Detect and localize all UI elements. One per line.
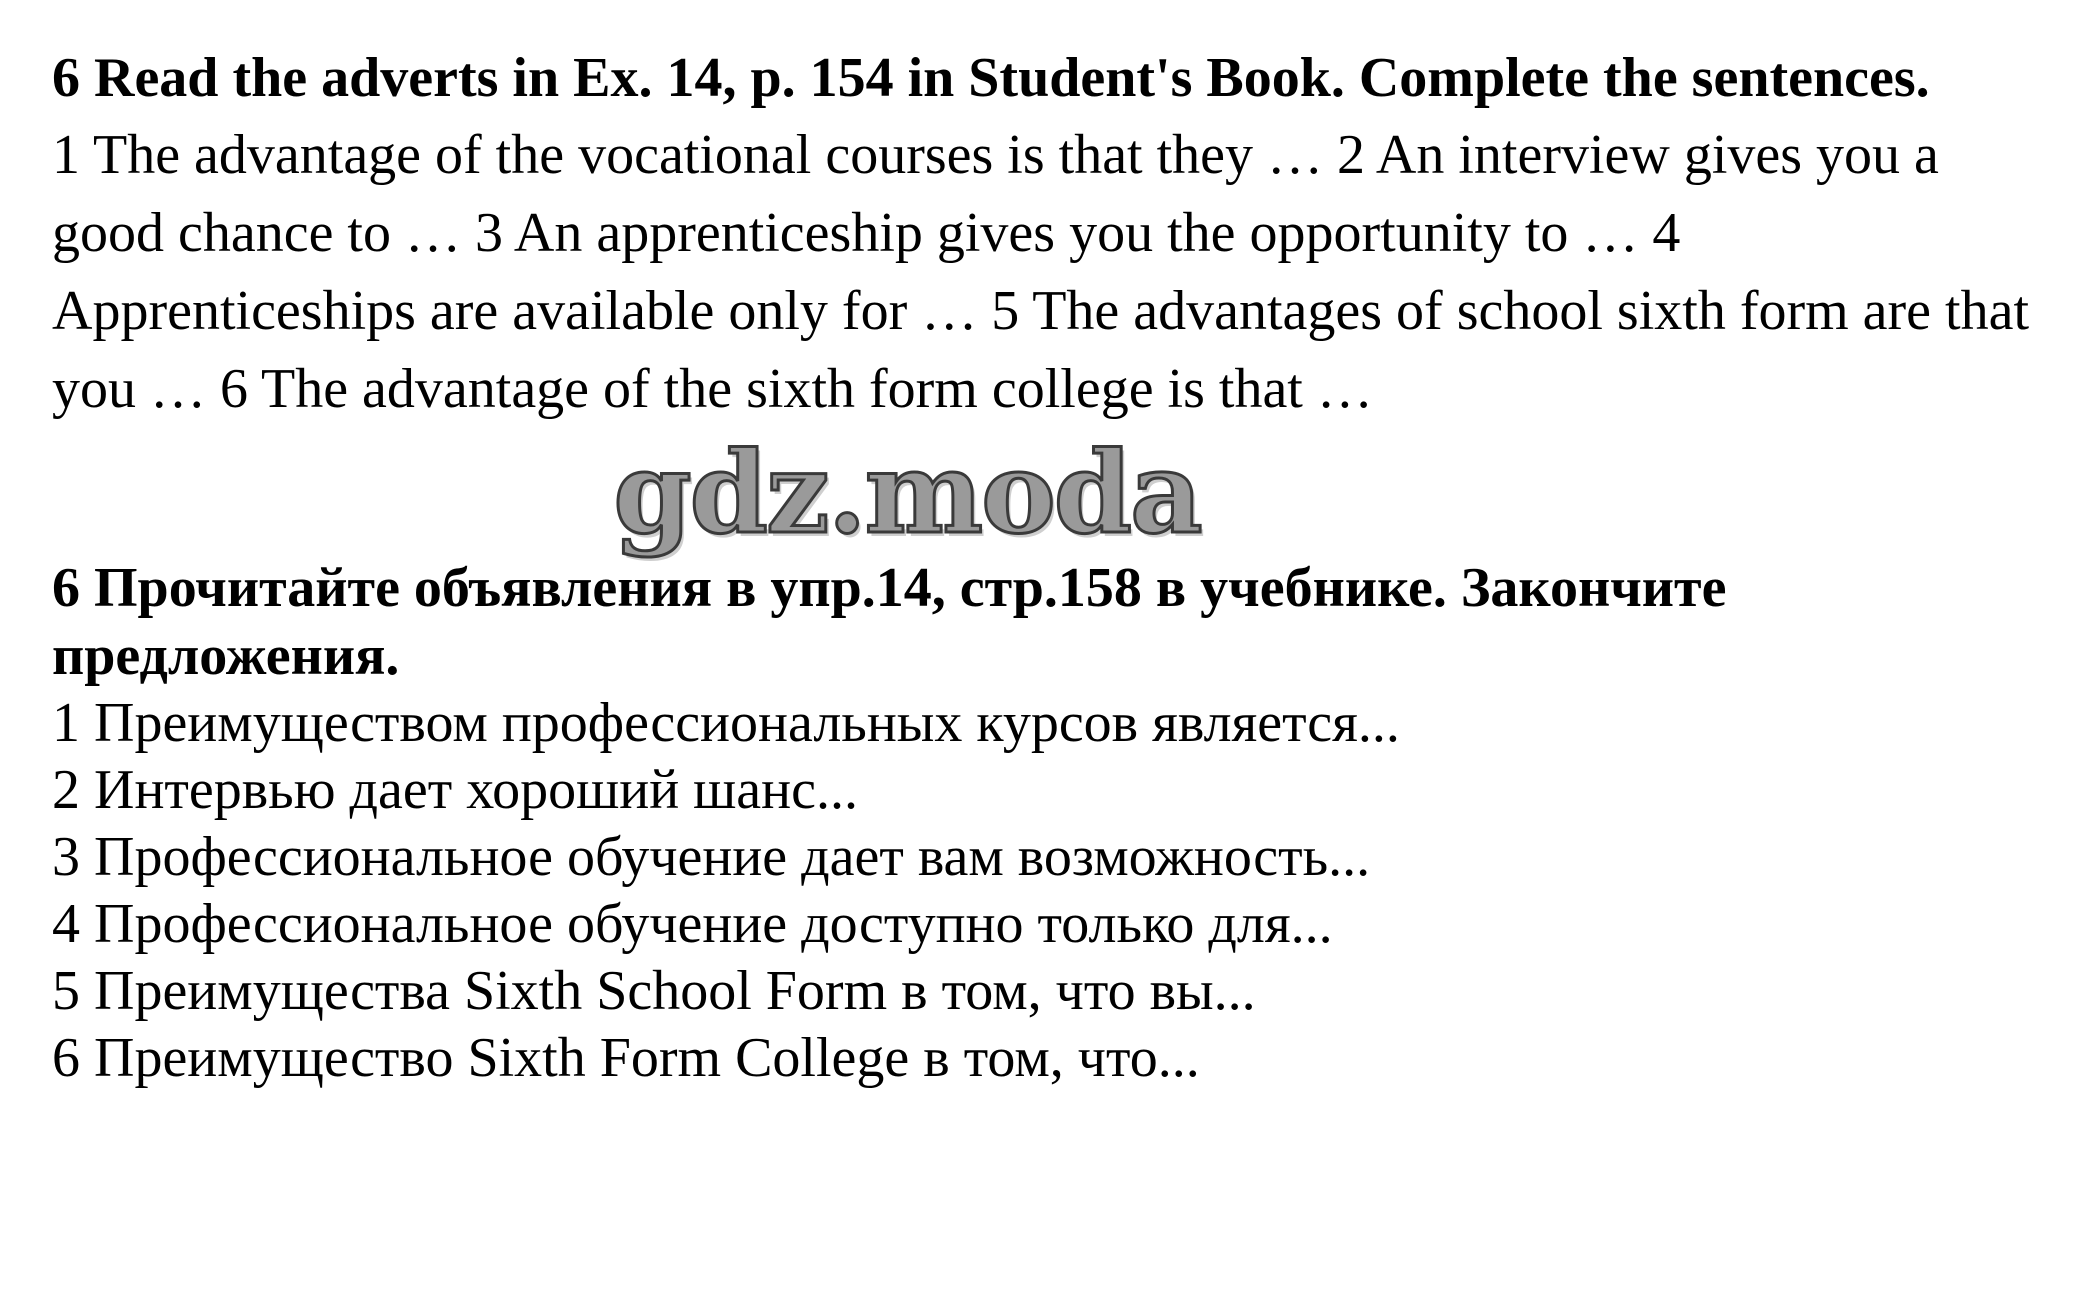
english-task-title: 6 Read the adverts in Ex. 14, p. 154 in Student's Book. Complete the sentences. [52, 47, 1930, 109]
russian-sentence-list [52, 690, 2042, 1092]
list-item: 5 Преимущества Sixth School Form в том, что вы... [52, 960, 1256, 1022]
english-task-body: 1 The advantage of the vocational courses is that they … 2 An interview gives you a good chance to … 3 An apprenticeship gives you the opportunity to … 4 Apprenticeships are available only for … 5 The advantages of school sixth form are that you … 6 The advantage of the sixth form college is that … [52, 124, 2030, 420]
list-item: 6 Преимущество Sixth Form College в том, что... [52, 1027, 1200, 1089]
list-item: 1 Преимуществом профессиональных курсов является... [52, 692, 1400, 754]
list-item: 2 Интервью дает хороший шанс... [52, 759, 858, 821]
list-item: 4 Профессиональное обучение доступно только для... [52, 893, 1333, 955]
document-page [52, 40, 2042, 1092]
watermark-text: gdz.moda [613, 427, 1201, 559]
list-item: 3 Профессиональное обучение дает вам возможность... [52, 826, 1371, 888]
watermark [52, 427, 2042, 559]
russian-task-title: 6 Прочитайте объявления в упр.14, стр.158 в учебнике. Закончите предложения. [52, 557, 1727, 687]
